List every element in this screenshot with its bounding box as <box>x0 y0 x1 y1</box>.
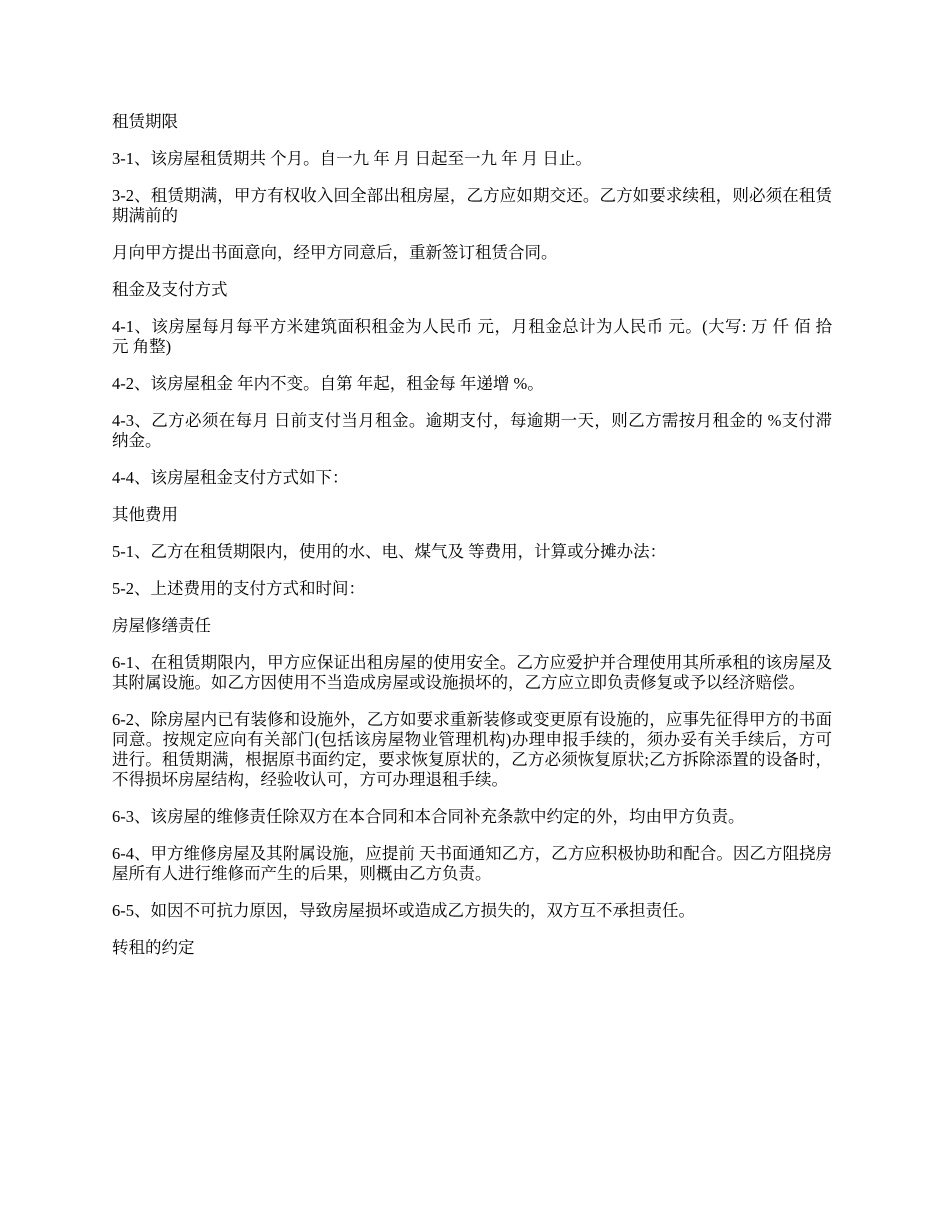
document-page <box>112 112 832 975</box>
section-heading-lease-term: 租赁期限 <box>112 112 178 131</box>
clause-5-1: 5-1、乙方在租赁期限内，使用的水、电、煤气及 等费用，计算或分摊办法： <box>112 542 667 561</box>
section-heading-rent-payment: 租金及支付方式 <box>112 280 228 299</box>
clause-6-5: 6-5、如因不可抗力原因，导致房屋损坏或造成乙方损失的，双方互不承担责任。 <box>112 901 695 920</box>
section-heading-other-fees: 其他费用 <box>112 505 178 524</box>
clause-4-2: 4-2、该房屋租金 年内不变。自第 年起，租金每 年递增 %。 <box>112 374 544 393</box>
clause-4-1: 4-1、该房屋每月每平方米建筑面积租金为人民币 元，月租金总计为人民币 元。(大写: 万 仟 佰 拾 元 角整) <box>112 317 832 356</box>
clause-3-2-continued: 月向甲方提出书面意向，经甲方同意后，重新签订租赁合同。 <box>112 243 558 262</box>
clause-4-4: 4-4、该房屋租金支付方式如下： <box>112 468 349 487</box>
section-heading-sublease: 转租的约定 <box>112 938 195 957</box>
clause-6-4: 6-4、甲方维修房屋及其附属设施，应提前 天书面通知乙方，乙方应积极协助和配合。因乙方阻挠房屋所有人进行维修而产生的后果，则概由乙方负责。 <box>112 844 832 883</box>
clause-6-3: 6-3、该房屋的维修责任除双方在本合同和本合同补充条款中约定的外，均由甲方负责。 <box>112 807 745 826</box>
section-heading-repair-responsibility: 房屋修缮责任 <box>112 616 211 635</box>
clause-6-1: 6-1、在租赁期限内，甲方应保证出租房屋的使用安全。乙方应爱护并合理使用其所承租的该房屋及其附属设施。如乙方因使用不当造成房屋或设施损坏的，乙方应立即负责修复或予以经济赔偿。 <box>112 653 832 692</box>
clause-5-2: 5-2、上述费用的支付方式和时间： <box>112 579 365 598</box>
clause-3-2: 3-2、租赁期满，甲方有权收入回全部出租房屋，乙方应如期交还。乙方如要求续租，则必须在租赁期满前的 <box>112 186 832 225</box>
clause-4-3: 4-3、乙方必须在每月 日前支付当月租金。逾期支付，每逾期一天，则乙方需按月租金的 %支付滞纳金。 <box>112 411 832 450</box>
clause-6-2: 6-2、除房屋内已有装修和设施外，乙方如要求重新装修或变更原有设施的，应事先征得甲方的书面同意。按规定应向有关部门(包括该房屋物业管理机构)办理申报手续的，须办妥有关手续后，方可进行。租赁期满，根据原书面约定，要求恢复原状的，乙方必须恢复原状;乙方拆除添置的设备时，不得损坏房屋结构，经验收认可，方可办理退租手续。 <box>112 710 832 789</box>
clause-3-1: 3-1、该房屋租赁期共 个月。自一九 年 月 日起至一九 年 月 日止。 <box>112 149 592 168</box>
